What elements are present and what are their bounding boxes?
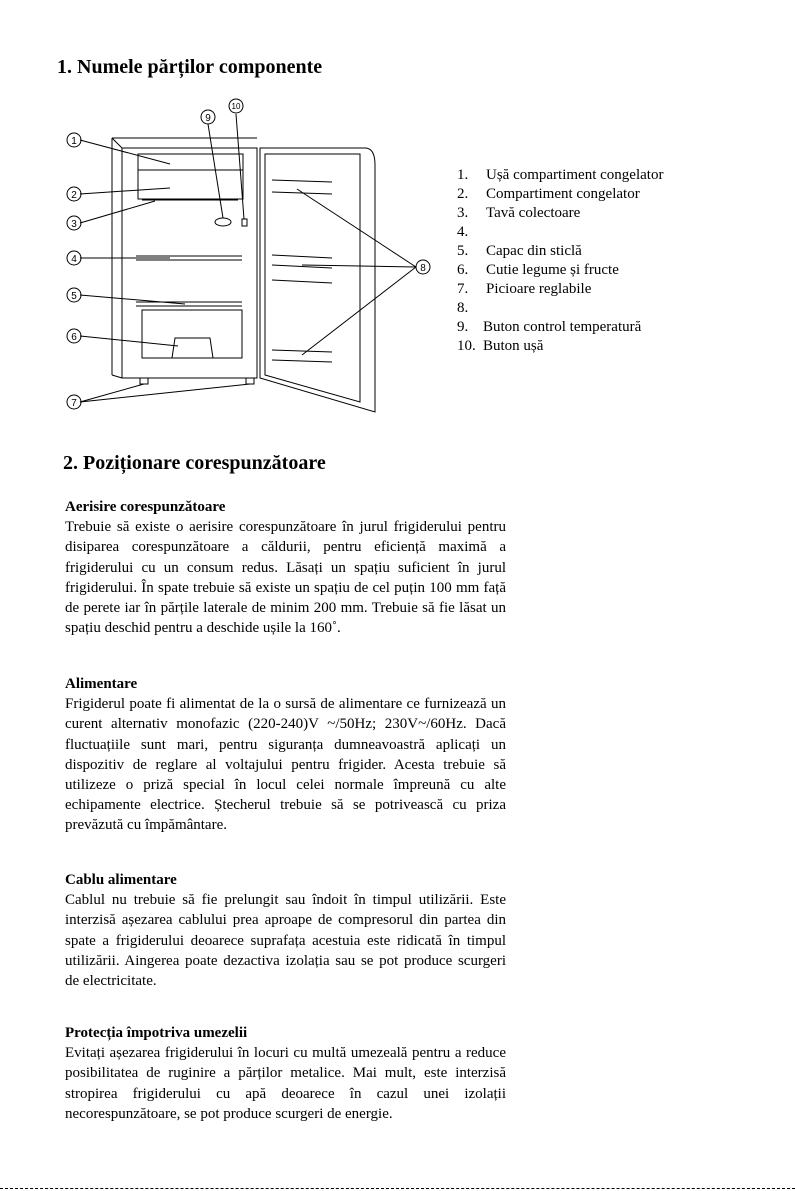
callout-9: 9 xyxy=(205,113,211,124)
parts-list-item: 7. Picioare reglabile xyxy=(457,281,592,297)
section-title: Cablu alimentare xyxy=(65,872,177,888)
section-title: Protecția împotriva umezelii xyxy=(65,1025,248,1041)
parts-list-item: 4. xyxy=(457,224,469,240)
parts-list-item: 2. Compartiment congelator xyxy=(457,186,640,202)
fridge-diagram xyxy=(60,90,440,420)
power-cable-section xyxy=(65,870,506,991)
ventilation-section xyxy=(65,497,506,638)
page-bottom-divider xyxy=(0,1188,795,1189)
section-2-heading: 2. Poziționare corespunzătoare xyxy=(63,452,326,474)
parts-list xyxy=(457,166,663,356)
parts-list-item: 5. Capac din sticlă xyxy=(457,243,582,259)
callout-2: 2 xyxy=(71,190,77,201)
parts-list-item: 9. Buton control temperatură xyxy=(457,319,642,335)
section-title: Alimentare xyxy=(65,676,138,692)
parts-list-item: 1. Ușă compartiment congelator xyxy=(457,167,664,183)
section-title: Aerisire corespunzătoare xyxy=(65,499,226,515)
callout-6: 6 xyxy=(71,332,77,343)
section-body: Frigiderul poate fi alimentat de la o sursă de alimentare ce furnizează un curent alternativ monofazic (220-240)V ~/50Hz; 230V~/60Hz. Dacă fluctuațiile sunt mari, pentru siguranța dumneavoastră aplicați un dispozitiv de reglare al voltajului pentru frigider. Acesta trebuie să utilizeze o priză special în locul celei normale împreună cu alte echipamente electrice. Ștecherul trebuie să se potrivească cu priza prevăzută cu împământare. xyxy=(65,696,506,834)
callout-1: 1 xyxy=(71,136,77,147)
callout-8: 8 xyxy=(420,263,426,274)
section-body: Evitați așezarea frigiderului în locuri cu multă umezeală pentru a reduce posibilitatea de ruginire a părților metalice. Mai mult, este interzisă stropirea frigiderului cu apă deoarece în cazul unei izolații necorespunzătoare, se pot produce scurgeri de energie. xyxy=(65,1045,506,1122)
parts-list-item: 8. xyxy=(457,300,469,316)
section-body: Trebuie să existe o aerisire corespunzătoare în jurul frigiderului pentru disiparea corespunzătoare a căldurii, pentru eficiență maximă a frigiderului cu un consum redus. Lăsați un spațiu suficient în jurul frigiderului. În spate trebuie să existe un spațiu de cel puțin 100 mm față de perete iar în părțile laterale de minim 200 mm. Trebuie să fie lăsat un spațiu deschid pentru a deschide ușile la 160˚. xyxy=(65,519,506,637)
callout-4: 4 xyxy=(71,254,77,265)
callout-3: 3 xyxy=(71,219,77,230)
section-1-heading: 1. Numele părților componente xyxy=(57,56,323,78)
section-body: Cablul nu trebuie să fie prelungit sau îndoit în timpul utilizării. Este interzisă așezarea cablului prea aproape de compresorul din partea din spate a frigiderului deoarece suprafața acestuia este ridicată în timpul utilizării. Aingerea poate dezactiva izolația sau se pot produce scurgeri de electricitate. xyxy=(65,892,506,990)
power-supply-section xyxy=(65,674,506,836)
parts-list-item: 6. Cutie legume și fructe xyxy=(457,262,619,278)
parts-list-item: 3. Tavă colectoare xyxy=(457,205,581,221)
parts-list-item: 10. Buton ușă xyxy=(457,338,544,354)
moisture-protection-section xyxy=(65,1023,506,1124)
callout-5: 5 xyxy=(71,291,77,302)
callout-10: 10 xyxy=(231,102,241,111)
callout-7: 7 xyxy=(71,398,77,409)
